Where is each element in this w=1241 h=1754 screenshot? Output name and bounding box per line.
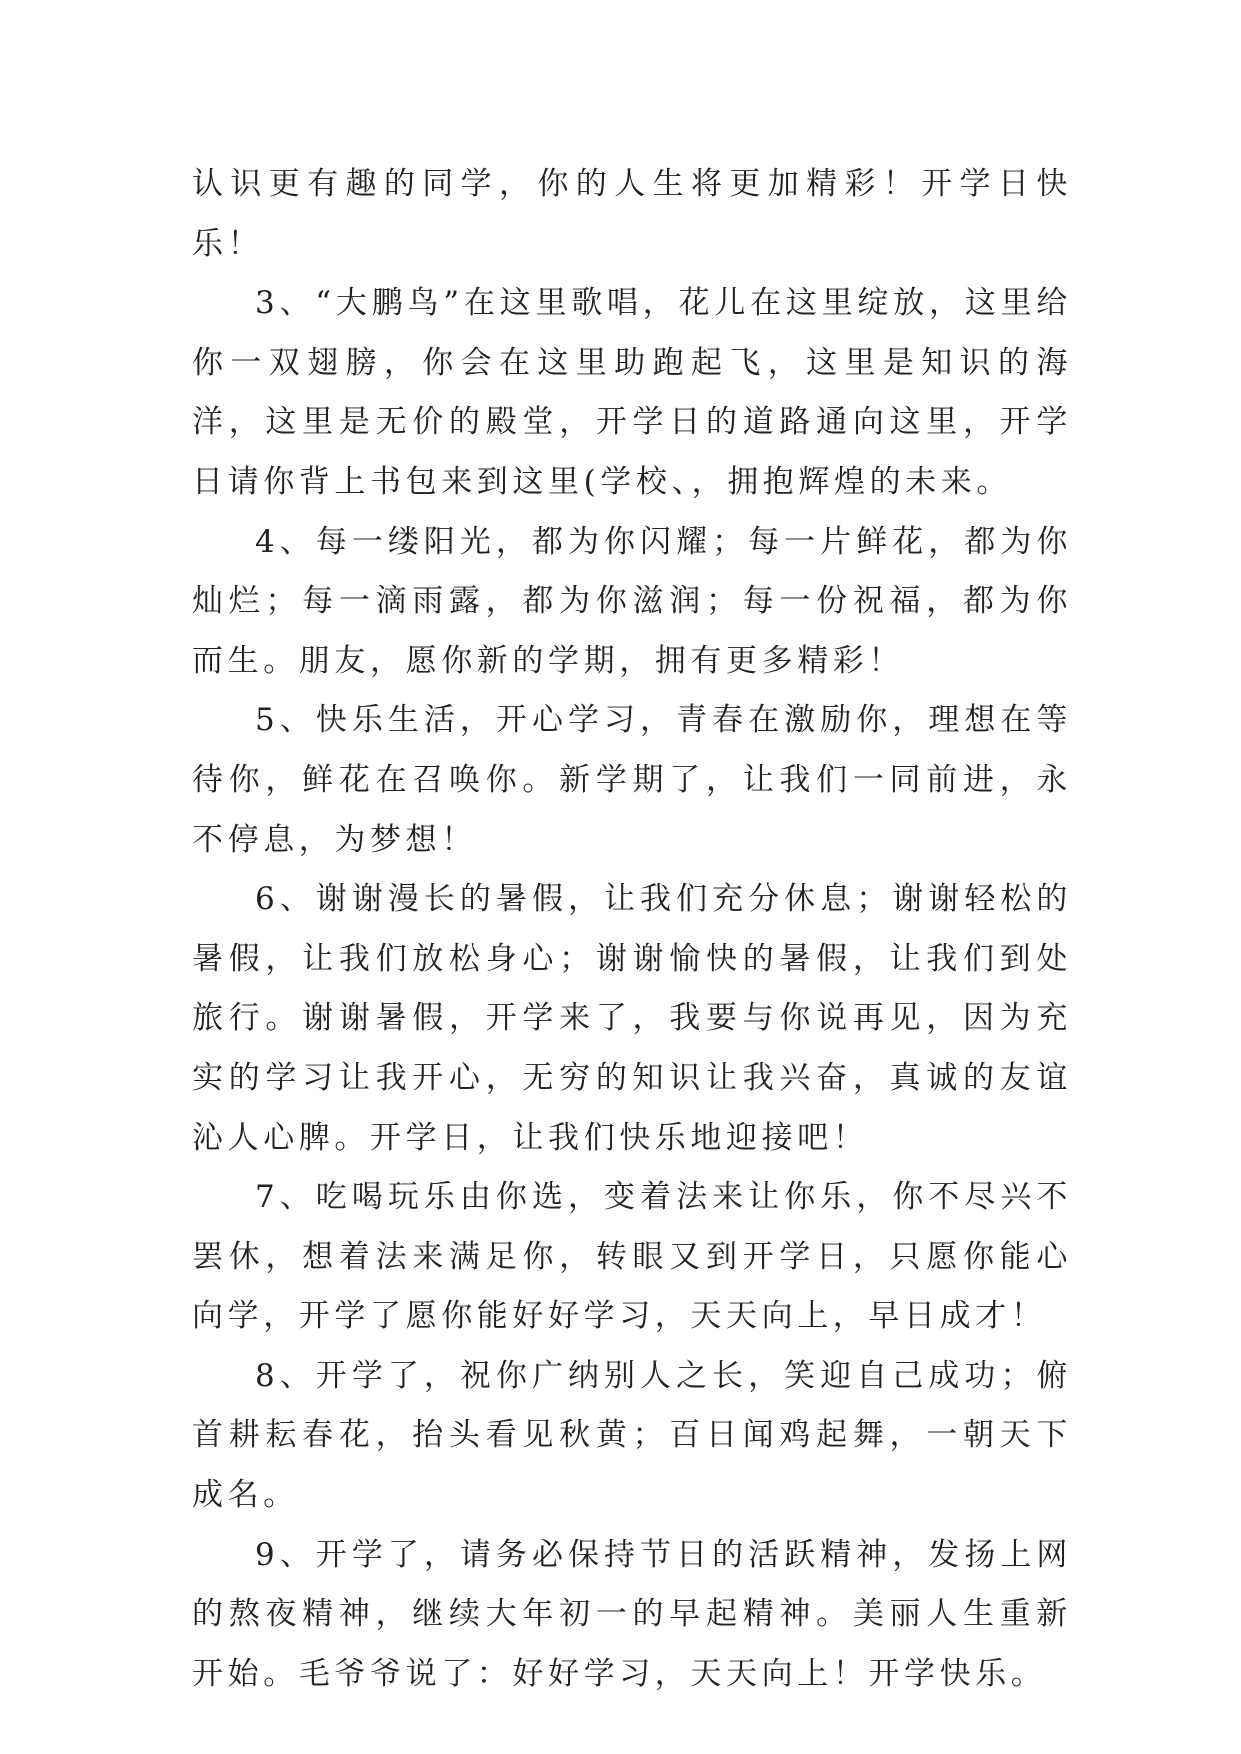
paragraph-item-8: 8、开学了，祝你广纳别人之长，笑迎自己成功；俯首耕耘春花，抬头看见秋黄；百日闻鸡起舞，一朝天下成名。 [192,1357,1072,1514]
document-body [192,155,1072,1704]
paragraph-continuation: 认识更有趣的同学，你的人生将更加精彩！开学日快乐！ [192,166,1072,262]
paragraph-item-3: 3、“大鹏鸟”在这里歌唱，花儿在这里绽放，这里给你一双翅膀，你会在这里助跑起飞，这里是知识的海洋，这里是无价的殿堂，开学日的道路通向这里，开学日请你背上书包来到这里(学校、，拥抱辉煌的未来。 [192,285,1072,500]
paragraph-item-7: 7、吃喝玩乐由你选，变着法来让你乐，你不尽兴不罢休，想着法来满足你，转眼又到开学日，只愿你能心向学，开学了愿你能好好学习，天天向上，早日成才！ [192,1179,1072,1335]
paragraph-item-5: 5、快乐生活，开心学习，青春在激励你，理想在等待你，鲜花在召唤你。新学期了，让我们一同前进，永不停息，为梦想！ [192,702,1072,858]
paragraph-item-4: 4、每一缕阳光，都为你闪耀；每一片鲜花，都为你灿烂；每一滴雨露，都为你滋润；每一份祝福，都为你而生。朋友，愿你新的学期，拥有更多精彩！ [192,523,1072,679]
paragraph-item-9: 9、开学了，请务必保持节日的活跃精神，发扬上网的熬夜精神，继续大年初一的早起精神。美丽人生重新开始。毛爷爷说了：好好学习，天天向上！开学快乐。 [192,1536,1072,1692]
paragraph-item-6: 6、谢谢漫长的暑假，让我们充分休息；谢谢轻松的暑假，让我们放松身心；谢谢愉快的暑假，让我们到处旅行。谢谢暑假，开学来了，我要与你说再见，因为充实的学习让我开心，无穷的知识让我兴奋，真诚的友谊沁人心脾。开学日，让我们快乐地迎接吧！ [192,881,1072,1156]
